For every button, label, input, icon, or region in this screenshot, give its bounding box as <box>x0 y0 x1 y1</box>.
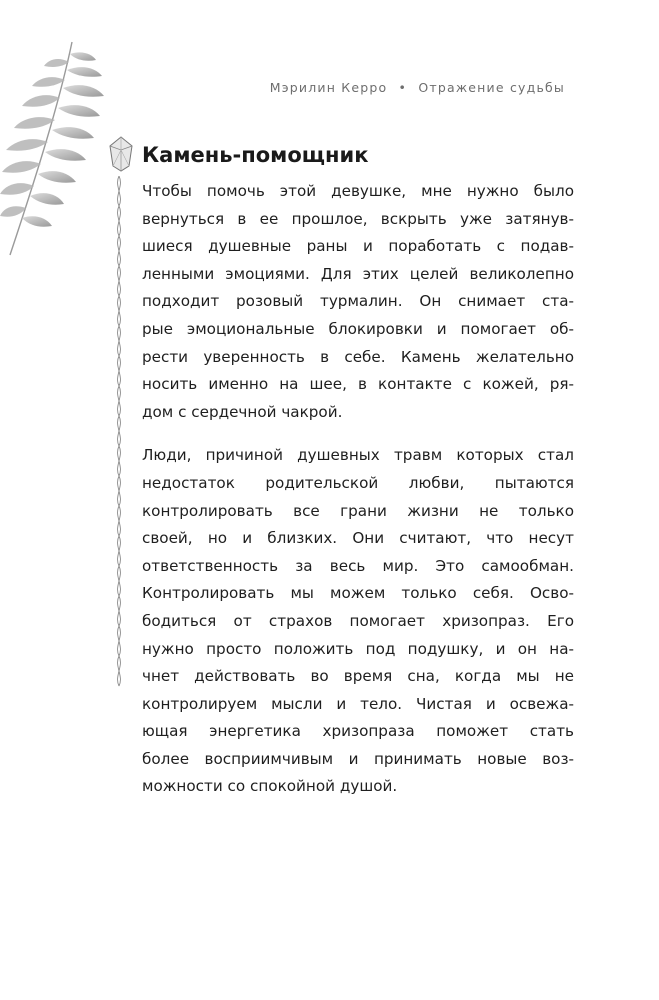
running-header <box>270 80 565 95</box>
text-line: Чтобы помочь этой девушке, мне нужно было <box>142 182 574 200</box>
text-line: бодиться от страхов помогает хризопраз. Его <box>142 611 574 630</box>
text-line: шиеся душевные раны и поработать с подав- <box>142 237 574 256</box>
text-line: ленными эмоциями. Для этих целей великолепно <box>142 264 574 283</box>
text-line: подходит розовый турмалин. Он снимает ста- <box>142 292 574 311</box>
text-line: более восприимчивым и принимать новые воз- <box>142 749 574 768</box>
text-line: ответственность за весь мир. Это самообман. <box>142 556 574 575</box>
text-line: нужно просто положить под подушку, и он на- <box>142 639 574 658</box>
text-line: своей, но и близких. Они считают, что несут <box>142 529 574 548</box>
vine-ornament <box>112 176 126 696</box>
fern-illustration <box>0 40 110 260</box>
text-line: носить именно на шее, в контакте с кожей, ря- <box>142 375 574 394</box>
section-title: Камень-помощник <box>142 143 369 167</box>
text-line: ющая энергетика хризопраза поможет стать <box>142 722 574 741</box>
text-line: чнет действовать во время сна, когда мы не <box>142 667 574 686</box>
text-line: рые эмоциональные блокировки и помогает об- <box>142 319 574 338</box>
header-author: Мэрилин Керро <box>269 80 388 95</box>
header-book-title: Отражение судьбы <box>418 80 565 95</box>
text-line: Контролировать мы можем только себя. Осво- <box>142 584 574 603</box>
header-separator: • <box>398 80 408 95</box>
paragraph-1 <box>142 178 574 426</box>
paragraph-2 <box>142 442 574 801</box>
text-line: можности со спокойной душой. <box>142 777 398 796</box>
crystal-icon <box>108 136 134 172</box>
text-line: недостаток родительской любви, пытаются <box>142 473 574 492</box>
text-line: вернуться в ее прошлое, вскрыть уже затянув- <box>142 209 574 228</box>
body-text <box>142 178 574 817</box>
text-line: контролировать все грани жизни не только <box>142 501 574 520</box>
text-line: Люди, причиной душевных травм которых стал <box>142 446 574 465</box>
text-line: дом с сердечной чакрой. <box>142 402 343 421</box>
text-line: контролируем мысли и тело. Чистая и освежа- <box>142 694 574 713</box>
text-line: рести уверенность в себе. Камень желательно <box>142 347 574 366</box>
